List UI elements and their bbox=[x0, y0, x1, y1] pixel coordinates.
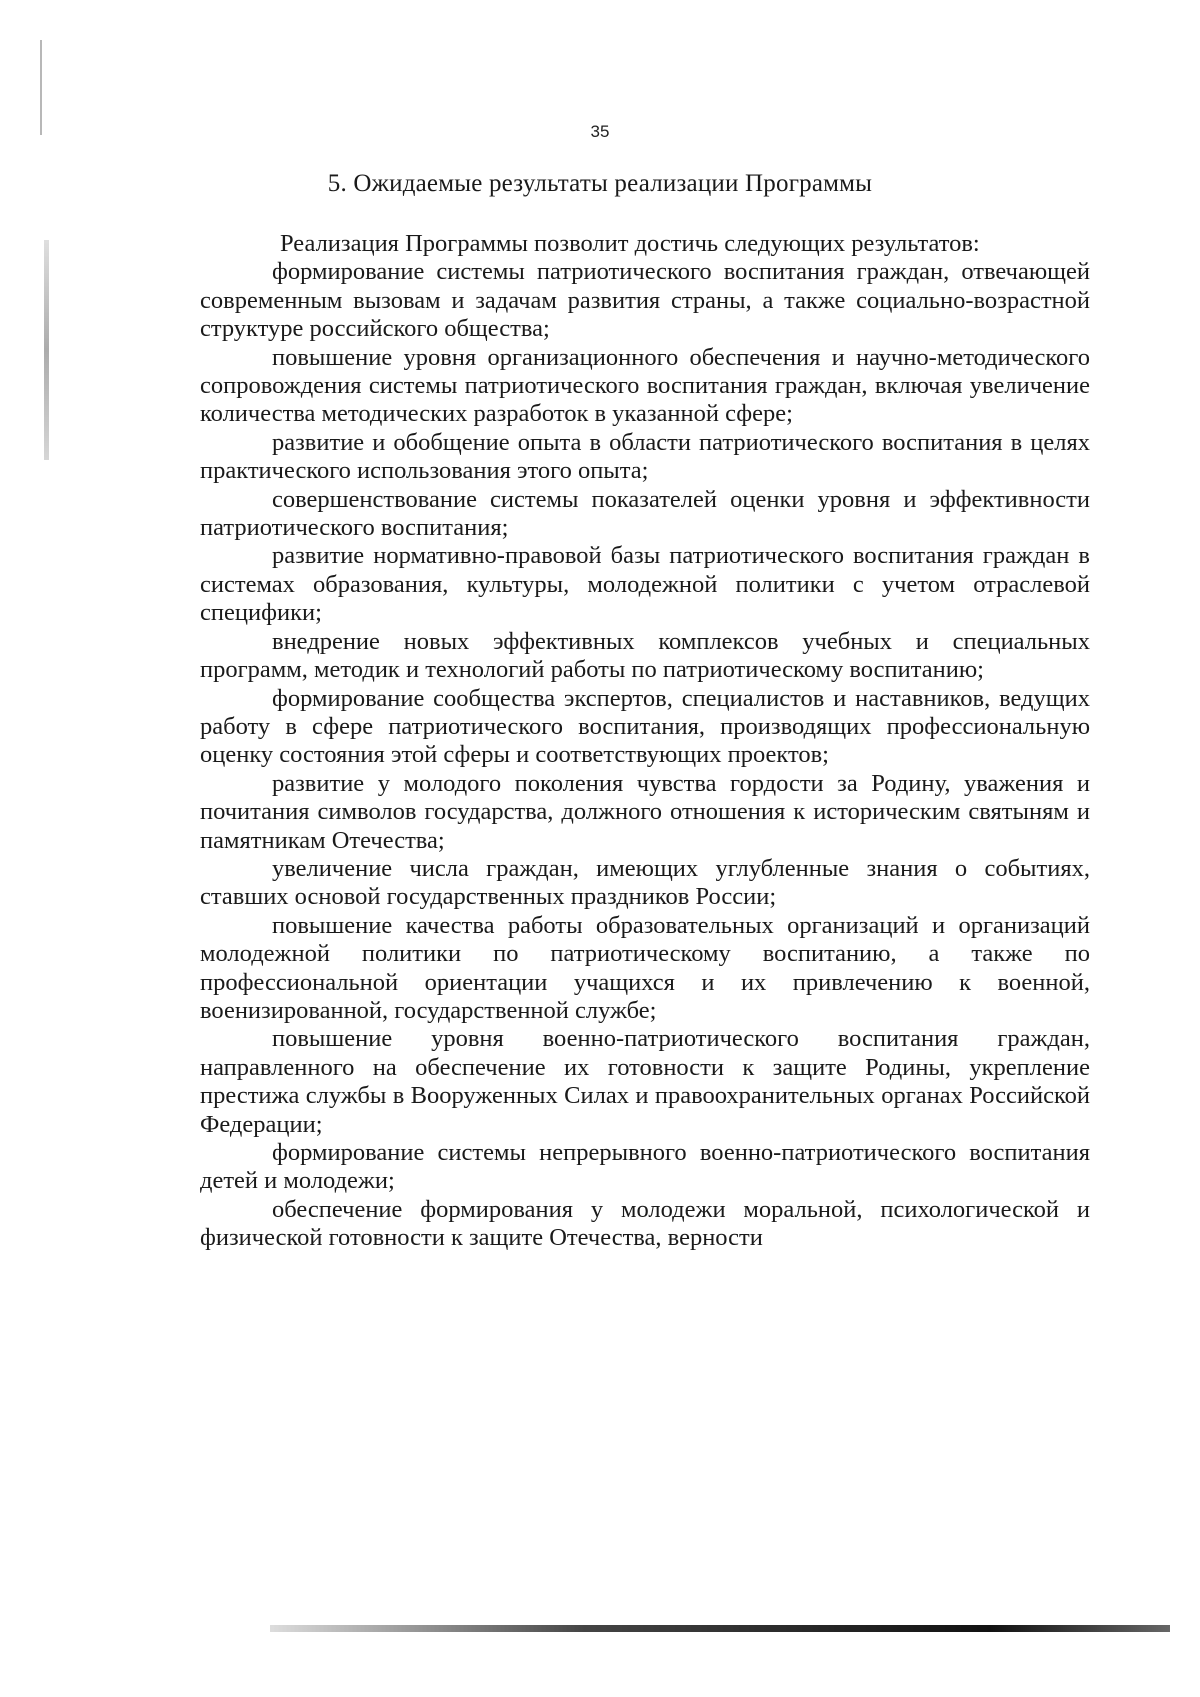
document-body bbox=[200, 230, 1090, 1253]
page-number: 35 bbox=[590, 122, 610, 141]
result-item: увеличение числа граждан, имеющих углубленные знания о событиях, ставших основой государственных праздников России; bbox=[200, 854, 1090, 911]
result-item: совершенствование системы показателей оценки уровня и эффективности патриотического воспитания; bbox=[200, 485, 1090, 542]
result-item: повышение качества работы образовательных организаций и организаций молодежной политики по патриотическому воспитанию, а также по профессиональной ориентации учащихся и их привлечению к военной, военизированной, государственной службе; bbox=[200, 911, 1090, 1024]
section-title: 5. Ожидаемые результаты реализации Программы bbox=[327, 170, 873, 197]
scan-edge-mark-left bbox=[44, 240, 49, 460]
intro-paragraph: Реализация Программы позволит достичь следующих результатов: bbox=[280, 230, 980, 257]
result-item: развитие нормативно-правовой базы патриотического воспитания граждан в системах образования, культуры, молодежной политики с учетом отраслевой специфики; bbox=[200, 542, 1090, 627]
result-item: повышение уровня организационного обеспечения и научно-методического сопровождения системы патриотического воспитания граждан, включая увеличение количества методических разработок в указанной сфере; bbox=[200, 343, 1090, 428]
result-item: обеспечение формирования у молодежи моральной, психологической и физической готовности к защите Отечества, верности bbox=[200, 1195, 1090, 1252]
result-item: формирование сообщества экспертов, специалистов и наставников, ведущих работу в сфере патриотического воспитания, производящих профессиональную оценку состояния этой сферы и соответствующих проектов; bbox=[200, 684, 1090, 769]
result-item: развитие и обобщение опыта в области патриотического воспитания в целях практического использования этого опыта; bbox=[200, 428, 1090, 485]
scan-edge-mark-bottom bbox=[270, 1625, 1170, 1632]
result-item: повышение уровня военно-патриотического воспитания граждан, направленного на обеспечение их готовности к защите Родины, укрепление престижа службы в Вооруженных Силах и правоохранительных органах Российской Федерации; bbox=[200, 1025, 1090, 1138]
result-item: формирование системы непрерывного военно-патриотического воспитания детей и молодежи; bbox=[200, 1139, 1090, 1195]
result-item: формирование системы патриотического воспитания граждан, отвечающей современным вызовам и задачам развития страны, а также социально-возрастной структуре российского общества; bbox=[200, 258, 1090, 343]
result-item: развитие у молодого поколения чувства гордости за Родину, уважения и почитания символов государства, должного отношения к историческим святыням и памятникам Отечества; bbox=[200, 769, 1090, 854]
scan-edge-mark-top bbox=[40, 40, 42, 135]
result-item: внедрение новых эффективных комплексов учебных и специальных программ, методик и технологий работы по патриотическому воспитанию; bbox=[200, 627, 1090, 684]
